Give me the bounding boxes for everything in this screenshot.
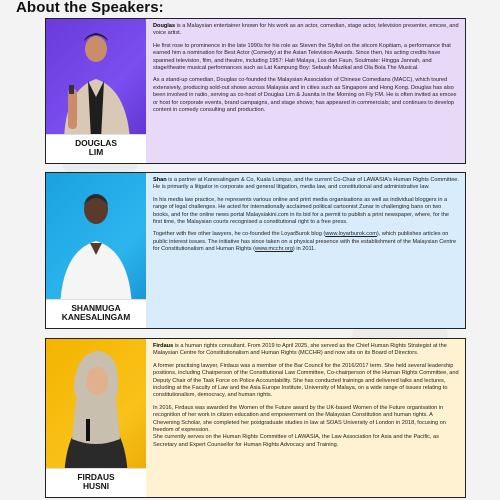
speaker-bio: Shan is a partner at Kanesalingam & Co, Kuala Lumpur, and the current Co-Chair of LAWASIA's Human Rights Committee. He is primarily a litigator in corporate and general litigation, media law, and constitutional and administrative law. In his media law practice, he represents various online and print media organisations as well as individual bloggers in a range of legal challenges. He acted for internationally acclaimed political cartoonist Zunar in challenging bans on two books, and for the online news portal Malaysiakini.com in its bid for a permit to publish a print newspaper, where, for the first time, the Malaysian courts recognised a constitutional right to a free press. Together with five other lawyers, he co-founded the LoyarBurok blog (www.loyarburok.com), which publishes articles on public interest issues. The initiative has since taken on a physical presence with the establishment of the Malaysian Centre for Constitutionalism and Human Rights (www.mcchr.org) in 2011.	[153, 177, 459, 253]
speaker-card-shanmuga	[45, 172, 466, 329]
speaker-card-firdaus	[45, 338, 466, 498]
speaker-name-label: SHANMUGA KANESALINGAM	[46, 299, 146, 328]
speaker-name-label: FIRDAUS HUSNI	[46, 468, 146, 497]
speaker-name-label: DOUGLAS LIM	[46, 134, 146, 163]
page-heading: About the Speakers:	[16, 0, 164, 16]
bio-paragraph: Together with five other lawyers, he co-founded the LoyarBurok blog (www.loyarburok.com), which publishes articles on public interest issues. The initiative has since taken on a physical presence with the establishment of the Malaysian Centre for Constitutionalism and Human Rights (www.mcchr.org) in 2011.	[153, 231, 457, 253]
mcchr-link[interactable]: www.mcchr.org	[254, 246, 293, 253]
speaker-photo	[46, 173, 146, 328]
speaker-bio: Douglas is a Malaysian entertainer known for his work as an actor, comedian, stage actor, television presenter, emcee, and voice artist. He first rose to prominence in the late 1990s for his role as Steven the Stylist on the sitcom Kopitiam, a performance that earned him a nomination for Best Actor (Comedy) at the Asian Television Awards. Since then, his acting credits have spanned television, film, and theatre, including 1957: Hati Malaya, Los dan Faun, Soulmate: Hingga Jannah, and stage/theatre musical performances such as Lat Kampung Boy: Sebuah Muzikal and Ola Bola The Musical. As a stand-up comedian, Douglas co-founded the Malaysian Association of Chinese Comedians (MACC), which toured extensively, producing sold-out shows across Malaysia and in cities such as Singapore and Hong Kong. Douglas has also been involved in radio, serving as co-host of Douglas Lim & Juanita in the Morning on Fly FM. He is often invited as emcee or host for corporate events, brand campaigns, and stage shows; has appeared in commercials; and continues to develop content in comedy consulting and production.	[153, 23, 459, 114]
loyarburok-link[interactable]: www.loyarburok.com	[325, 231, 377, 238]
bio-paragraph: A former practising lawyer, Firdaus was a member of the Bar Council for the 2016/2017 term. She held several leadership positions, including Chairperson of the Constitutional Law Committee, Co-chairperson of the Human Rights Committee, and Deputy Chair of the Task Force on Police Accountability. She has conducted trainings and delivered talks and lectures, including at the Faculty of Law and the Asia Europe Institute, University of Malaya, on a wide range of issues relating to constitutionalism, democracy, and human rights.	[153, 362, 459, 399]
speaker-bold-name: Firdaus	[153, 343, 174, 349]
bio-paragraph: As a stand-up comedian, Douglas co-founded the Malaysian Association of Chinese Comedians (MACC), which toured extensively, producing sold-out shows across Malaysia and in cities such as Singapore and Hong Kong. Douglas has also been involved in radio, serving as co-host of Douglas Lim & Juanita in the Morning on Fly FM. He is often invited as emcee or host for corporate events, brand campaigns, and stage shows; has appeared in commercials; and continues to develop content in comedy consulting and production.	[153, 77, 457, 114]
speaker-bold-name: Shan	[153, 177, 167, 183]
speaker-card-douglas	[45, 18, 466, 164]
speaker-photo	[46, 339, 146, 497]
bio-paragraph: She currently serves on the Human Rights Committee of LAWASIA, the Law Association for Asia and the Pacific, as Secretary and Expert Counsellor for Human Rights Advocacy and Training.	[153, 434, 439, 448]
speaker-bio: Firdaus is a human rights consultant. From 2019 to April 2025, she served as the Chief Human Rights Strategist at the Malaysian Centre for Constitutionalism and Human Rights (MCCHR) and now sits on its Board of Directors. A former practising lawyer, Firdaus was a member of the Bar Council for the 2016/2017 term. She held several leadership positions, including Chairperson of the Constitutional Law Committee, Co-chairperson of the Human Rights Committee, and Deputy Chair of the Task Force on Police Accountability. She has conducted trainings and delivered talks and lectures, including at the Faculty of Law and the Asia Europe Institute, University of Malaya, on a wide range of issues relating to constitutionalism, democracy, and human rights. In 2016, Firdaus was awarded the Women of the Future award by the UK-based Women of the Future organisation in recognition of her work in citizen education and empowerment on the Malaysian Constitution and human rights. A Chevening Scholar, she completed her postgraduate studies in law at SOAS University of London in 2018, focusing on freedom of expression. She currently serves on the Human Rights Committee of LAWASIA, the Law Association for Asia and the Pacific, as Secretary and Expert Counsellor for Human Rights Advocacy and Training.	[153, 343, 459, 448]
bio-paragraph: In 2016, Firdaus was awarded the Women of the Future award by the UK-based Women of the Future organisation in recognition of her work in citizen education and empowerment on the Malaysian Constitution and human rights. A Chevening Scholar, she completed her postgraduate studies in law at SOAS University of London in 2018, focusing on freedom of expression.	[153, 404, 446, 434]
speaker-photo	[46, 19, 146, 163]
bio-paragraph: He first rose to prominence in the late 1990s for his role as Steven the Stylist on the sitcom Kopitiam, a performance that earned him a nomination for Best Actor (Comedy) at the Asian Television Awards. Since then, his acting credits have spanned television, film, and theatre, including 1957: Hati Malaya, Los dan Faun, Soulmate: Hingga Jannah, and stage/theatre musical performances such as Lat Kampung Boy: Sebuah Muzikal and Ola Bola The Musical.	[153, 42, 451, 72]
bio-paragraph: In his media law practice, he represents various online and print media organisations as well as individual bloggers in a range of legal challenges. He acted for internationally acclaimed political cartoonist Zunar in challenging bans on two books, and for the online news portal Malaysiakini.com in its bid for a permit to publish a print newspaper, where, for the first time, the Malaysian courts recognised a constitutional right to a free press.	[153, 196, 450, 226]
speaker-bold-name: Douglas	[153, 23, 176, 29]
